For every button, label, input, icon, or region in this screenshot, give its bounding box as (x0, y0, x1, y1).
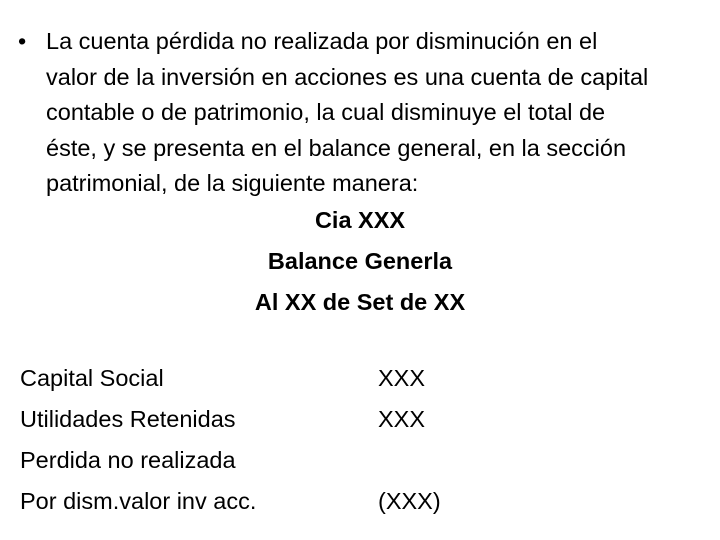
row-value: XXX (378, 365, 426, 391)
bullet-line: éste, y se presenta en el balance general, en la sección (46, 134, 627, 161)
row-value: XXX (378, 406, 426, 432)
row-label: Perdida no realizada (20, 447, 236, 473)
bullet-icon: • (18, 28, 27, 54)
row-label: Utilidades Retenidas (20, 406, 236, 432)
company-name: Cia XXX (314, 207, 406, 233)
table-row (20, 440, 710, 481)
row-label: Por dism.valor inv acc. (20, 488, 257, 514)
bullet-line: contable o de patrimonio, la cual disminuye el total de (46, 99, 606, 125)
statement-date: Al XX de Set de XX (254, 289, 466, 315)
table-row (20, 399, 710, 440)
row-label: Capital Social (20, 365, 164, 391)
bullet-paragraph (18, 24, 708, 202)
table-row (20, 358, 710, 399)
equity-table (20, 358, 710, 522)
statement-heading (0, 200, 720, 323)
row-value: (XXX) (378, 488, 441, 514)
table-row (20, 481, 710, 522)
bullet-line: valor de la inversión en acciones es una cuenta de capital (46, 63, 649, 90)
bullet-line: patrimonial, de la siguiente manera: (46, 170, 419, 196)
bullet-line: La cuenta pérdida no realizada por disminución en el (46, 28, 598, 54)
statement-title: Balance Generla (267, 248, 453, 274)
